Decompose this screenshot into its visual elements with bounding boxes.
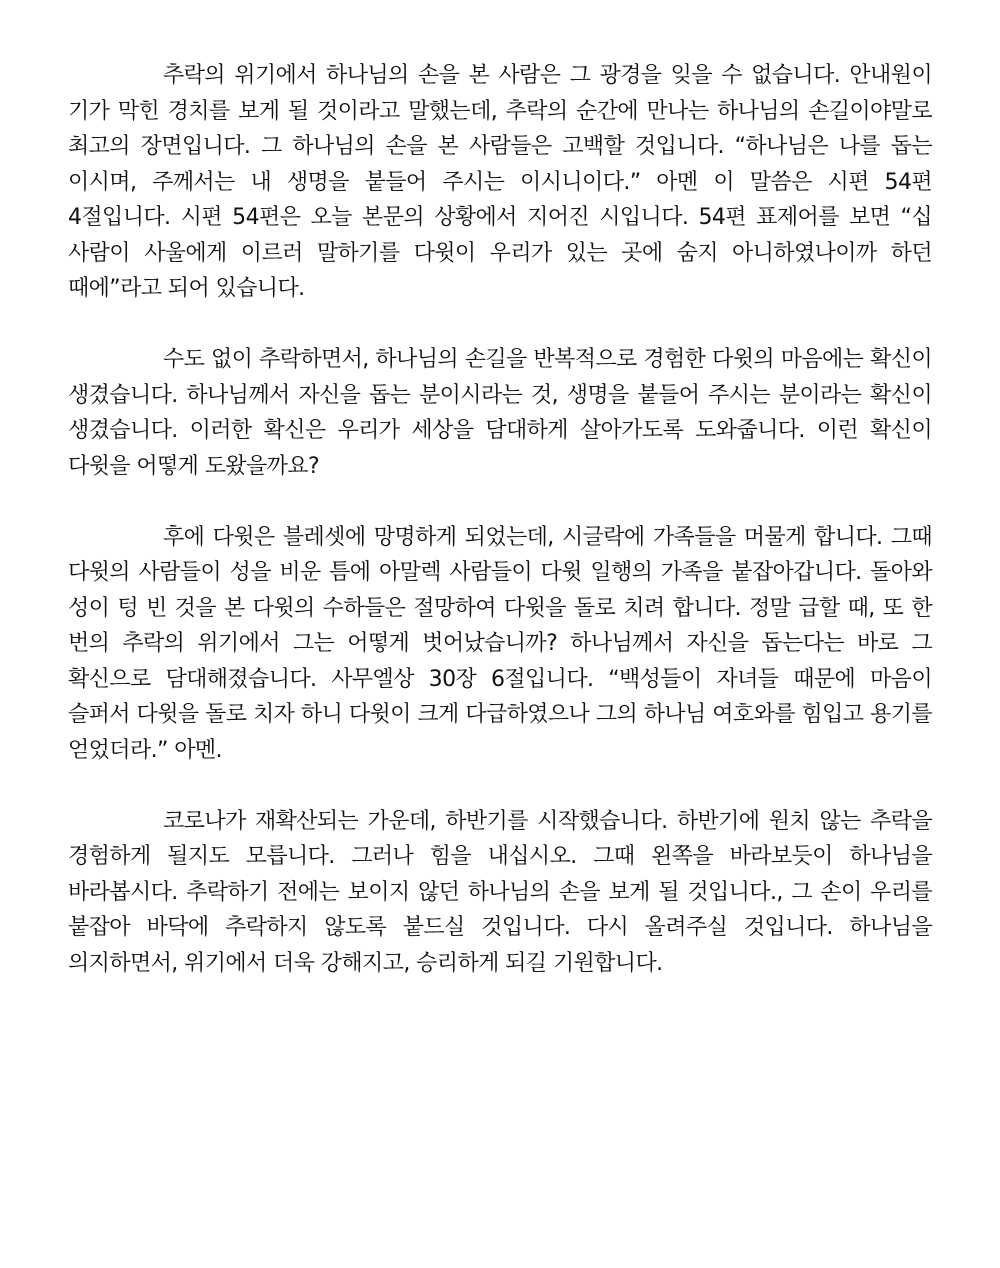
paragraph-1: 추락의 위기에서 하나님의 손을 본 사람은 그 광경을 잊을 수 없습니다. 안내원이 기가 막힌 경치를 보게 될 것이라고 말했는데, 추락의 순간에 만나는 하나님의 손길이야말로 최고의 장면입니다. 그 하나님의 손을 본 사람들은 고백할 것입니다. “하나님은 나를 돕는 이시며, 주께서는 내 생명을 붙들어 주시는 이시니이다.” 아멘 이 말씀은 시편 54편 4절입니다. 시편 54편은 오늘 본문의 상황에서 지어진 시입니다. 54편 표제어를 보면 “십 사람이 사울에게 이르러 말하기를 다윗이 우리가 있는 곳에 숨지 아니하였나이까 하던 때에”라고 되어 있습니다. bbox=[68, 63, 932, 301]
paragraph-3: 후에 다윗은 블레셋에 망명하게 되었는데, 시글락에 가족들을 머물게 합니다. 그때 다윗의 사람들이 성을 비운 틈에 아말렉 사람들이 다윗 일행의 가족을 붙잡아갑니다. 돌아와 성이 텅 빈 것을 본 다윗의 수하들은 절망하여 다윗을 돌로 치려 합니다. 정말 급할 때, 또 한 번의 추락의 위기에서 그는 어떻게 벗어났습니까? 하나님께서 자신을 돕는다는 바로 그 확신으로 담대해졌습니다. 사무엘상 30장 6절입니다. “백성들이 자녀들 때문에 마음이 슬퍼서 다윗을 돌로 치자 하니 다윗이 크게 다급하였으나 그의 하나님 여호와를 힘입고 용기를 얻었더라.” 아멘. bbox=[68, 524, 932, 763]
paragraph-4: 코로나가 재확산되는 가운데, 하반기를 시작했습니다. 하반기에 원치 않는 추락을 경험하게 될지도 모릅니다. 그러나 힘을 내십시오. 그때 왼쪽을 바라보듯이 하나님을 바라봅시다. 추락하기 전에는 보이지 않던 하나님의 손을 보게 될 것입니다., 그 손이 우리를 붙잡아 바닥에 추락하지 않도록 붙드실 것입니다. 다시 올려주실 것입니다. 하나님을 의지하면서, 위기에서 더욱 강해지고, 승리하게 되길 기원합니다. bbox=[68, 808, 932, 976]
document-body bbox=[68, 58, 932, 981]
paragraph-2: 수도 없이 추락하면서, 하나님의 손길을 반복적으로 경험한 다윗의 마음에는 확신이 생겼습니다. 하나님께서 자신을 돕는 분이시라는 것, 생명을 붙들어 주시는 분이라는 확신이 생겼습니다. 이러한 확신은 우리가 세상을 담대하게 살아가도록 도와줍니다. 이런 확신이 다윗을 어떻게 도왔을까요? bbox=[68, 347, 932, 479]
